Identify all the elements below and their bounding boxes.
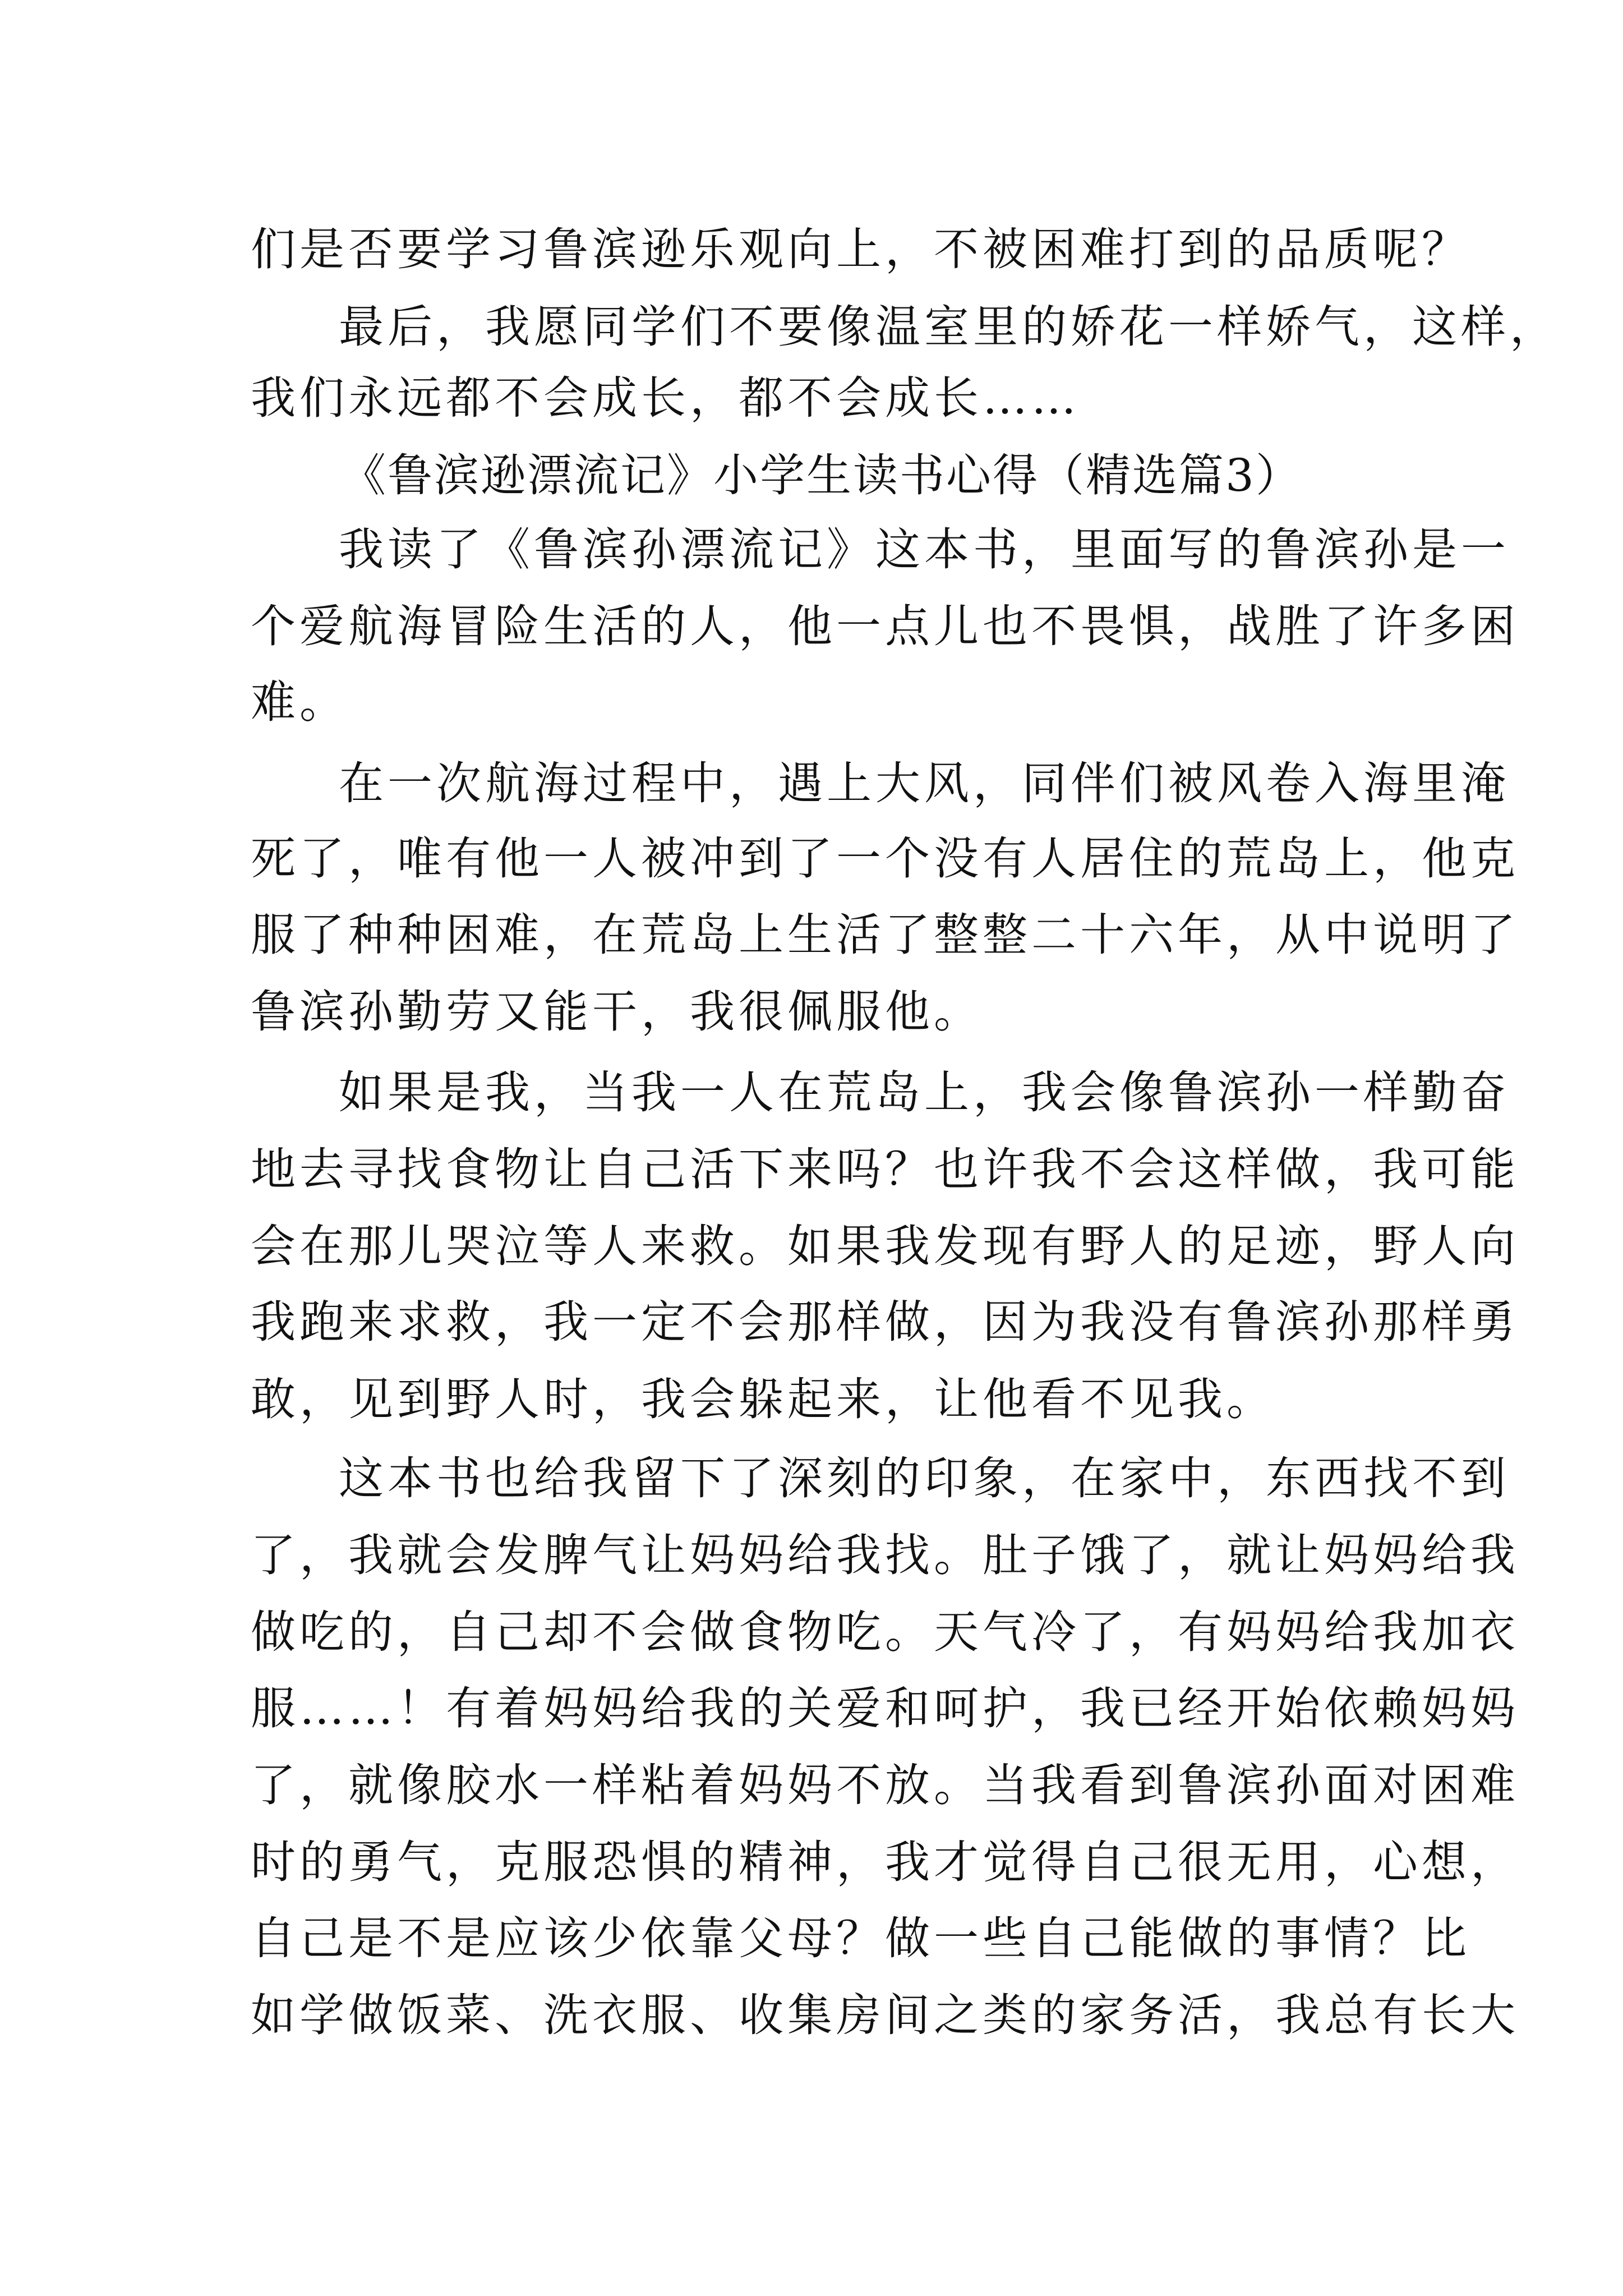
- paragraph-first-line: 在一次航海过程中，遇上大风，同伴们被风卷入海里淹: [339, 757, 1510, 809]
- text-line: 们是否要学习鲁滨逊乐观向上，不被困难打到的品质呢？: [251, 223, 1470, 275]
- text-line: 服了种种困难，在荒岛上生活了整整二十六年，从中说明了: [251, 909, 1519, 961]
- text-line: 时的勇气，克服恐惧的精神，我才觉得自己很无用，心想，: [251, 1836, 1519, 1888]
- text-line: 做吃的，自己却不会做食物吃。天气冷了，有妈妈给我加衣: [251, 1606, 1519, 1658]
- paragraph-first-line: 如果是我，当我一人在荒岛上，我会像鲁滨孙一样勤奋: [339, 1066, 1510, 1119]
- text-line: 敢，见到野人时，我会躲起来，让他看不见我。: [251, 1373, 1275, 1425]
- text-line: 会在那儿哭泣等人来救。如果我发现有野人的足迹，野人向: [251, 1220, 1519, 1272]
- text-line: 了，就像胶水一样粘着妈妈不放。当我看到鲁滨孙面对困难: [251, 1759, 1519, 1811]
- paragraph-first-line: 我读了《鲁滨孙漂流记》这本书，里面写的鲁滨孙是一: [339, 523, 1510, 576]
- text-line: 难。: [251, 676, 348, 728]
- text-line: 死了，唯有他一人被冲到了一个没有人居住的荒岛上，他克: [251, 832, 1519, 885]
- text-line: 自己是不是应该少依靠父母？做一些自己能做的事情？比: [251, 1912, 1470, 1964]
- text-line: 我跑来求救，我一定不会那样做，因为我没有鲁滨孙那样勇: [251, 1296, 1519, 1348]
- text-line: 服……！有着妈妈给我的关爱和呵护，我已经开始依赖妈妈: [251, 1682, 1519, 1734]
- paragraph-first-line: 最后，我愿同学们不要像温室里的娇花一样娇气，这样，: [339, 301, 1559, 353]
- text-line: 如学做饭菜、洗衣服、收集房间之类的家务活，我总有长大: [251, 1989, 1519, 2041]
- paragraph-first-line: 这本书也给我留下了深刻的印象，在家中，东西找不到: [339, 1452, 1510, 1504]
- text-line: 了，我就会发脾气让妈妈给我找。肚子饿了，就让妈妈给我: [251, 1529, 1519, 1581]
- section-heading: 《鲁滨逊漂流记》小学生读书心得（精选篇3）: [341, 449, 1302, 501]
- text-line: 个爱航海冒险生活的人，他一点儿也不畏惧，战胜了许多困: [251, 600, 1519, 652]
- text-line: 我们永远都不会成长，都不会成长……: [251, 372, 1080, 424]
- text-line: 地去寻找食物让自己活下来吗？也许我不会这样做，我可能: [251, 1143, 1519, 1195]
- text-line: 鲁滨孙勤劳又能干，我很佩服他。: [251, 986, 983, 1038]
